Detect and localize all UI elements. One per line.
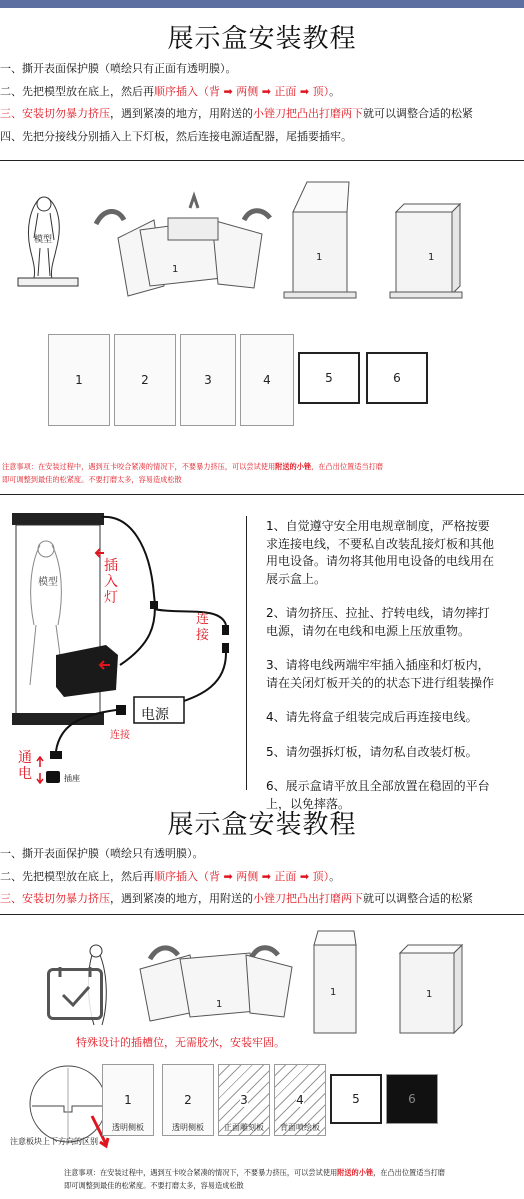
caution-2-line-2: 即可调整到最佳的松紧度。不要打磨太多，容易造成松散 [64, 1181, 244, 1190]
divider [0, 160, 524, 161]
rule-5-line: 5、请勿强拆灯板，请勿私自改装灯板。 [266, 744, 478, 759]
wiring-model-label: 模型 [38, 577, 58, 588]
board-note: 注意板块上下方向的区别 [10, 1137, 98, 1146]
caution-text: 注意事项：在安装过程中，遇到互卡咬合紧凑的情况下，不要暴力挤压，可以尝试使用 [2, 462, 276, 471]
panel-6: 6 [366, 352, 428, 404]
step-3-text: ，遇到紧凑的地方，用附送的 [110, 107, 253, 120]
cable [184, 653, 226, 701]
page-title-2: 展示盒安装教程 [167, 810, 357, 840]
panel-b5: 5 [330, 1074, 382, 1124]
check-icon [50, 971, 100, 1017]
rule-1-line: 用电设备。请勿将其他用电设备的电线用在 [266, 554, 495, 568]
socket-label: 插座 [64, 774, 80, 783]
arrow-up-icon [37, 757, 43, 767]
caution-line-2: 即可调整到最佳的松紧度。不要打磨太多，容易造成松散 [2, 475, 182, 484]
step-b3-highlight-2: 小锉刀把凸出打磨两下 [253, 892, 363, 905]
connect-vertical-label: 连接 [196, 612, 210, 643]
slot-note: 特殊设计的插槽位，无需胶水，安装牢固。 [76, 1036, 285, 1049]
curve-arrow-icon [150, 948, 178, 959]
step-b3-end: 就可以调整合适的松紧 [363, 892, 473, 905]
assembly-label-1: 1 [172, 264, 179, 275]
rule-4 [266, 709, 524, 727]
step-b2-highlight: 顺序插入（背 ➡ 两侧 ➡ 正面 ➡ 顶） [154, 869, 330, 883]
insert-light-label: 插入灯 [104, 558, 118, 606]
rule-3-line: 3、请将电线两端牢牢插入插座和灯板内， [266, 658, 490, 672]
assembly-illustration [0, 168, 524, 318]
curve-arrow-icon [252, 948, 278, 957]
power-on-label: 通电 [18, 750, 32, 782]
up-arrow-icon [190, 196, 198, 208]
vertical-divider [246, 516, 247, 790]
unfolded-box [118, 218, 262, 296]
step-b1: 一、撕开表面保护膜（喷绘只有透明膜）。 [0, 847, 204, 860]
panel-b6: 6 [386, 1074, 438, 1124]
panel-b2-caption: 透明侧板 [172, 1123, 204, 1132]
panel-4: 4 [240, 334, 294, 426]
assembly-label-b1: 1 [216, 999, 223, 1010]
panel-b3-caption: 正面雕刻板 [224, 1123, 264, 1132]
cable [154, 609, 226, 625]
curve-arrow-icon [244, 211, 270, 220]
connector [116, 705, 126, 715]
divider [0, 914, 524, 915]
step-2-text: 二、先把模型放在底上，然后再 [0, 84, 154, 98]
caution-bold: 附送的小锉 [275, 462, 312, 471]
safety-rules [266, 518, 524, 830]
step-4: 四、先把分接线分别插入上下灯板，然后连接电源适配器，尾插要插牢。 [0, 129, 352, 143]
power-label: 电源 [141, 707, 169, 723]
panel-b1-caption: 透明侧板 [112, 1123, 144, 1132]
steps-top [0, 58, 524, 148]
rule-5 [266, 744, 524, 762]
assembly-label-b2: 1 [330, 987, 337, 998]
rule-1-line: 求连接电线，不要私自改装乱接灯板和其他 [266, 536, 495, 551]
rule-3 [266, 657, 524, 692]
half-assembled-box [284, 182, 356, 298]
caution-end: ，在凸出位置适当打磨 [311, 462, 383, 471]
panel-5: 5 [298, 352, 360, 404]
step-3-highlight: 三、安装切勿暴力挤压 [0, 107, 110, 120]
caution-line-1 [2, 460, 383, 473]
rule-2 [266, 605, 524, 640]
model-label: 模型 [34, 235, 53, 245]
arrow-down-icon [37, 773, 43, 783]
caution-2-line-1 [64, 1166, 445, 1179]
step-3-highlight-2: 小锉刀把凸出打磨两下 [253, 107, 363, 120]
connector [222, 625, 229, 635]
connector [150, 601, 158, 609]
panel-1: 1 [48, 334, 110, 426]
assembly-label-3: 1 [428, 252, 435, 263]
step-2 [0, 81, 524, 104]
calendar-check-icon[interactable] [47, 968, 103, 1020]
rule-1-line: 1、自觉遵守安全用电规章制度，严格按要 [266, 519, 490, 533]
step-b2 [0, 866, 524, 889]
panel-b1-num: 1 [124, 1093, 132, 1107]
wiring-diagram [0, 505, 240, 805]
caution-2-bold: 附送的小锉 [337, 1168, 374, 1177]
rule-2-line: 2、请勿挤压、拉扯、拧转电线，请勿摔打 [266, 606, 490, 620]
step-b3-text: ，遇到紧凑的地方，用附送的 [110, 892, 253, 905]
rule-1-line: 展示盒上。 [266, 571, 327, 586]
step-3-end: 就可以调整合适的松紧 [363, 107, 473, 120]
assembly-label-2: 1 [316, 252, 323, 263]
assembly-label-b3: 1 [426, 989, 433, 1000]
curve-arrow-icon [96, 211, 124, 224]
step-b3 [0, 888, 524, 911]
panel-3: 3 [180, 334, 236, 426]
rule-6-line: 上，以免摔落。 [266, 796, 351, 811]
step-2-highlight: 顺序插入（背 ➡ 两侧 ➡ 正面 ➡ 顶） [154, 84, 330, 98]
connect-label: 连接 [110, 730, 130, 741]
caution-note-2 [64, 1166, 445, 1192]
step-2-end: 。 [329, 84, 341, 98]
rule-1 [266, 518, 524, 588]
divider [0, 494, 524, 495]
socket-icon [46, 771, 60, 783]
panel-2: 2 [114, 334, 176, 426]
panel-b2-num: 2 [184, 1093, 192, 1107]
rule-2-line: 电源，请勿在电线和电源上压放重物。 [266, 623, 471, 638]
step-1: 一、撕开表面保护膜（喷绘只有正面有透明膜）。 [0, 62, 237, 75]
step-b3-highlight: 三、安装切勿暴力挤压 [0, 892, 110, 905]
assembled-box [390, 204, 462, 298]
connector [222, 643, 229, 653]
plug [50, 751, 62, 759]
unfolded-box [140, 953, 292, 1021]
step-3 [0, 103, 524, 126]
step-b2-text: 二、先把模型放在底上，然后再 [0, 869, 154, 883]
rule-4-line: 4、请先将盒子组装完成后再连接电线。 [266, 710, 478, 724]
caution-2-end: ，在凸出位置适当打磨 [373, 1168, 445, 1177]
steps-bottom [0, 843, 524, 911]
half-assembled-box [314, 931, 356, 1033]
panel-b4-caption: 背面喷绘板 [280, 1123, 320, 1132]
caution-2-text: 注意事项：在安装过程中，遇到互卡咬合紧凑的情况下，不要暴力挤压，可以尝试使用 [64, 1168, 338, 1177]
top-bar [0, 0, 524, 8]
rule-6-line: 6、展示盒请平放且全部放置在稳固的平台 [266, 779, 490, 793]
rule-3-line: 请在关闭灯板开关的的状态下进行组装操作 [266, 675, 495, 690]
panel-b3-num: 3 [240, 1093, 248, 1107]
panel-b4-num: 4 [296, 1093, 304, 1107]
caution-note [2, 460, 383, 486]
page-title: 展示盒安装教程 [167, 24, 357, 54]
step-b2-end: 。 [329, 869, 341, 883]
